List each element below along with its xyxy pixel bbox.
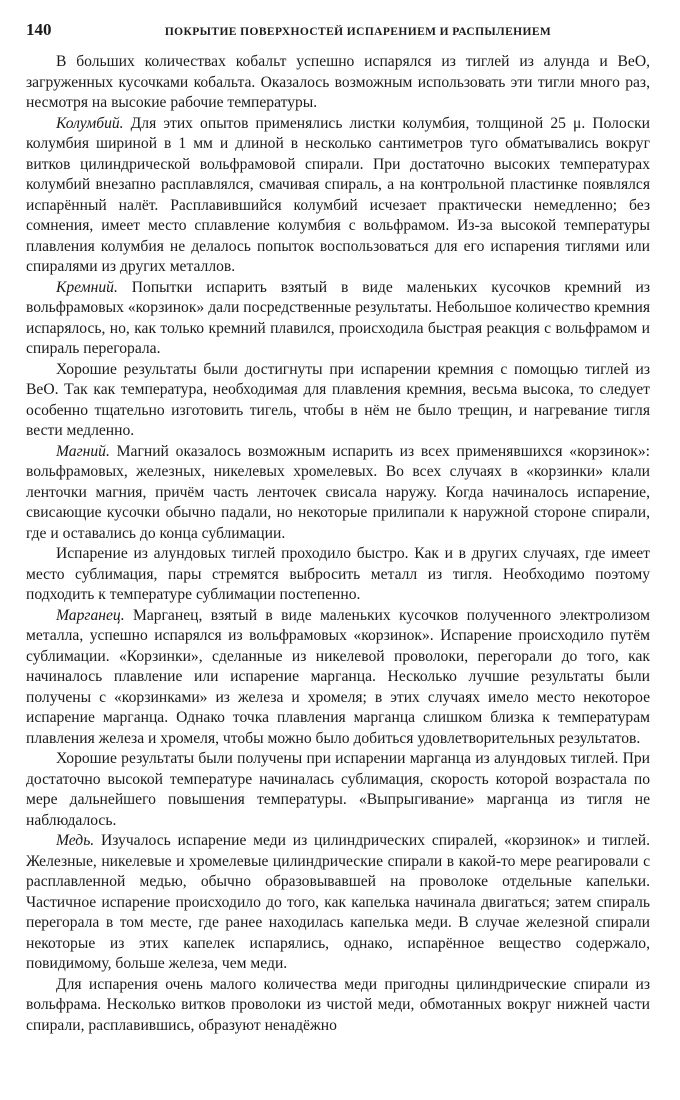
section-term: Медь. <box>56 832 95 849</box>
page-header <box>26 20 650 42</box>
paragraph-columbium <box>26 114 650 278</box>
paragraph-copper-tungsten <box>26 975 650 1037</box>
paragraph-text: Для этих опытов применялись листки колумбия, толщиной 25 μ. Полоски колумбия шириной в 1 мм и длиной в несколько сантиметров туго обматывались вокруг витков цилиндрической вольфрамовой спирали. При достаточно высоких температурах колумбий внезапно расплавлялся, смачивая спираль, а на контрольной пластинке появлялся испарённый налёт. Расплавившийся колумбий исчезает практически немедленно; без сомнения, имеет место сплавление колумбия с вольфрамом. Из-за высокой температуры плавления колумбия не делалось попыток воспользоваться для его испарения тиглями или спиралями из других металлов. <box>26 114 650 275</box>
paragraph-text: Испарение из алундовых тиглей проходило быстро. Как и в других случаях, где имеет место сублимация, пары стремятся выбросить металл из тигля. Необходимо поэтому подходить к температуре сублимации постепенно. <box>26 545 650 603</box>
paragraph-text: Изучалось испарение меди из цилиндрических спиралей, «корзинок» и тиглей. Железные, никелевые и хромелевые цилиндрические спирали в какой-то мере реагировали с расплавленной медью, обычно образовывавшей на проволоке отдельные капельки. Частичное испарение происходило до того, как капелька начинала двигаться; затем спираль перегорала в том месте, где ранее находилась капелька меди. В случае железной спирали некоторые из этих капелек испарялись, однако, испарённое вещество содержало, повидимому, больше железа, чем меди. <box>26 832 650 972</box>
paragraph-text: Хорошие результаты были получены при испарении марганца из алундовых тиглей. При достаточно высокой температуре начиналась сублимация, скорость которой возрастала по мере дальнейшего повышения температуры. «Выпрыгивание» марганца из тигля не наблюдалось. <box>26 750 650 829</box>
paragraph-magnesium <box>26 442 650 545</box>
paragraph-text: Магний оказалось возможным испарить из всех применявшихся «корзинок»: вольфрамовых, железных, никелевых хромелевых. Во всех случаях в «корзинки» клали ленточки магния, причём часть ленточек свисала наружу. Когда начиналось испарение, свисающие кусочки обычно падали, но некоторые прилипали к наружной стороне спирали, где и оставались до конца сублимации. <box>26 442 650 542</box>
paragraph-manganese <box>26 606 650 750</box>
section-term: Марганец. <box>56 606 125 624</box>
section-term: Магний. <box>56 442 110 460</box>
paragraph-text: Для испарения очень малого количества меди пригодны цилиндрические спирали из вольфрама. Несколько витков проволоки из чистой меди, обмотанных вокруг нижней части спирали, расплавившись, образуют ненадёжно <box>26 975 650 1034</box>
running-title: ПОКРЫТИЕ ПОВЕРХНОСТЕЙ ИСПАРЕНИЕМ И РАСПЫЛЕНИЕМ <box>164 26 552 38</box>
paragraph-copper <box>26 831 650 975</box>
paragraph-silicon <box>26 278 650 360</box>
paragraph-cobalt-continued <box>26 52 650 114</box>
paragraph-manganese-alundum <box>26 749 650 831</box>
page-number: 140 <box>26 20 52 39</box>
body-text <box>26 52 650 1036</box>
section-term: Колумбий. <box>56 114 124 132</box>
section-term: Кремний. <box>56 278 118 296</box>
paragraph-text: Попытки испарить взятый в виде маленьких кусочков кремний из вольфрамовых «корзинок» дали посредственные результаты. Небольшое количество кремния испарялось, но, как только кремний плавился, происходила быстрая реакция с вольфрамом и спираль перегорала. <box>26 278 650 357</box>
paragraph-text: В больших количествах кобальт успешно испарялся из тиглей из алунда и BeO, загруженных кусочками кобальта. Оказалось возможным использовать эти тигли много раз, несмотря на высокие рабочие температуры. <box>26 53 650 111</box>
paragraph-silicon-beo <box>26 360 650 442</box>
paragraph-text: Марганец, взятый в виде маленьких кусочков полученного электролизом металла, успешно испарялся из вольфрамовых «корзинок». Испарение происходило путём сублимации. «Корзинки», сделанные из никелевой проволоки, перегорали до того, как начиналось плавление или испарение марганца. Несколько лучшие результаты были получены с «корзинками» из железа и хромеля; в этих случаях имело место некоторое испарение марганца. Однако точка плавления марганца слишком близка к температурам плавления железа и хромеля, чтобы можно было добиться удовлетворительных результатов. <box>26 606 650 747</box>
paragraph-text: Хорошие результаты были достигнуты при испарении кремния с помощью тиглей из BeO. Так как температура, необходимая для плавления кремния, весьма высока, то следует особенно тщательно изготовить тигель, чтобы в нём не было трещин, и нагревание тигля вести медленно. <box>26 360 650 439</box>
paragraph-magnesium-alundum <box>26 544 650 606</box>
